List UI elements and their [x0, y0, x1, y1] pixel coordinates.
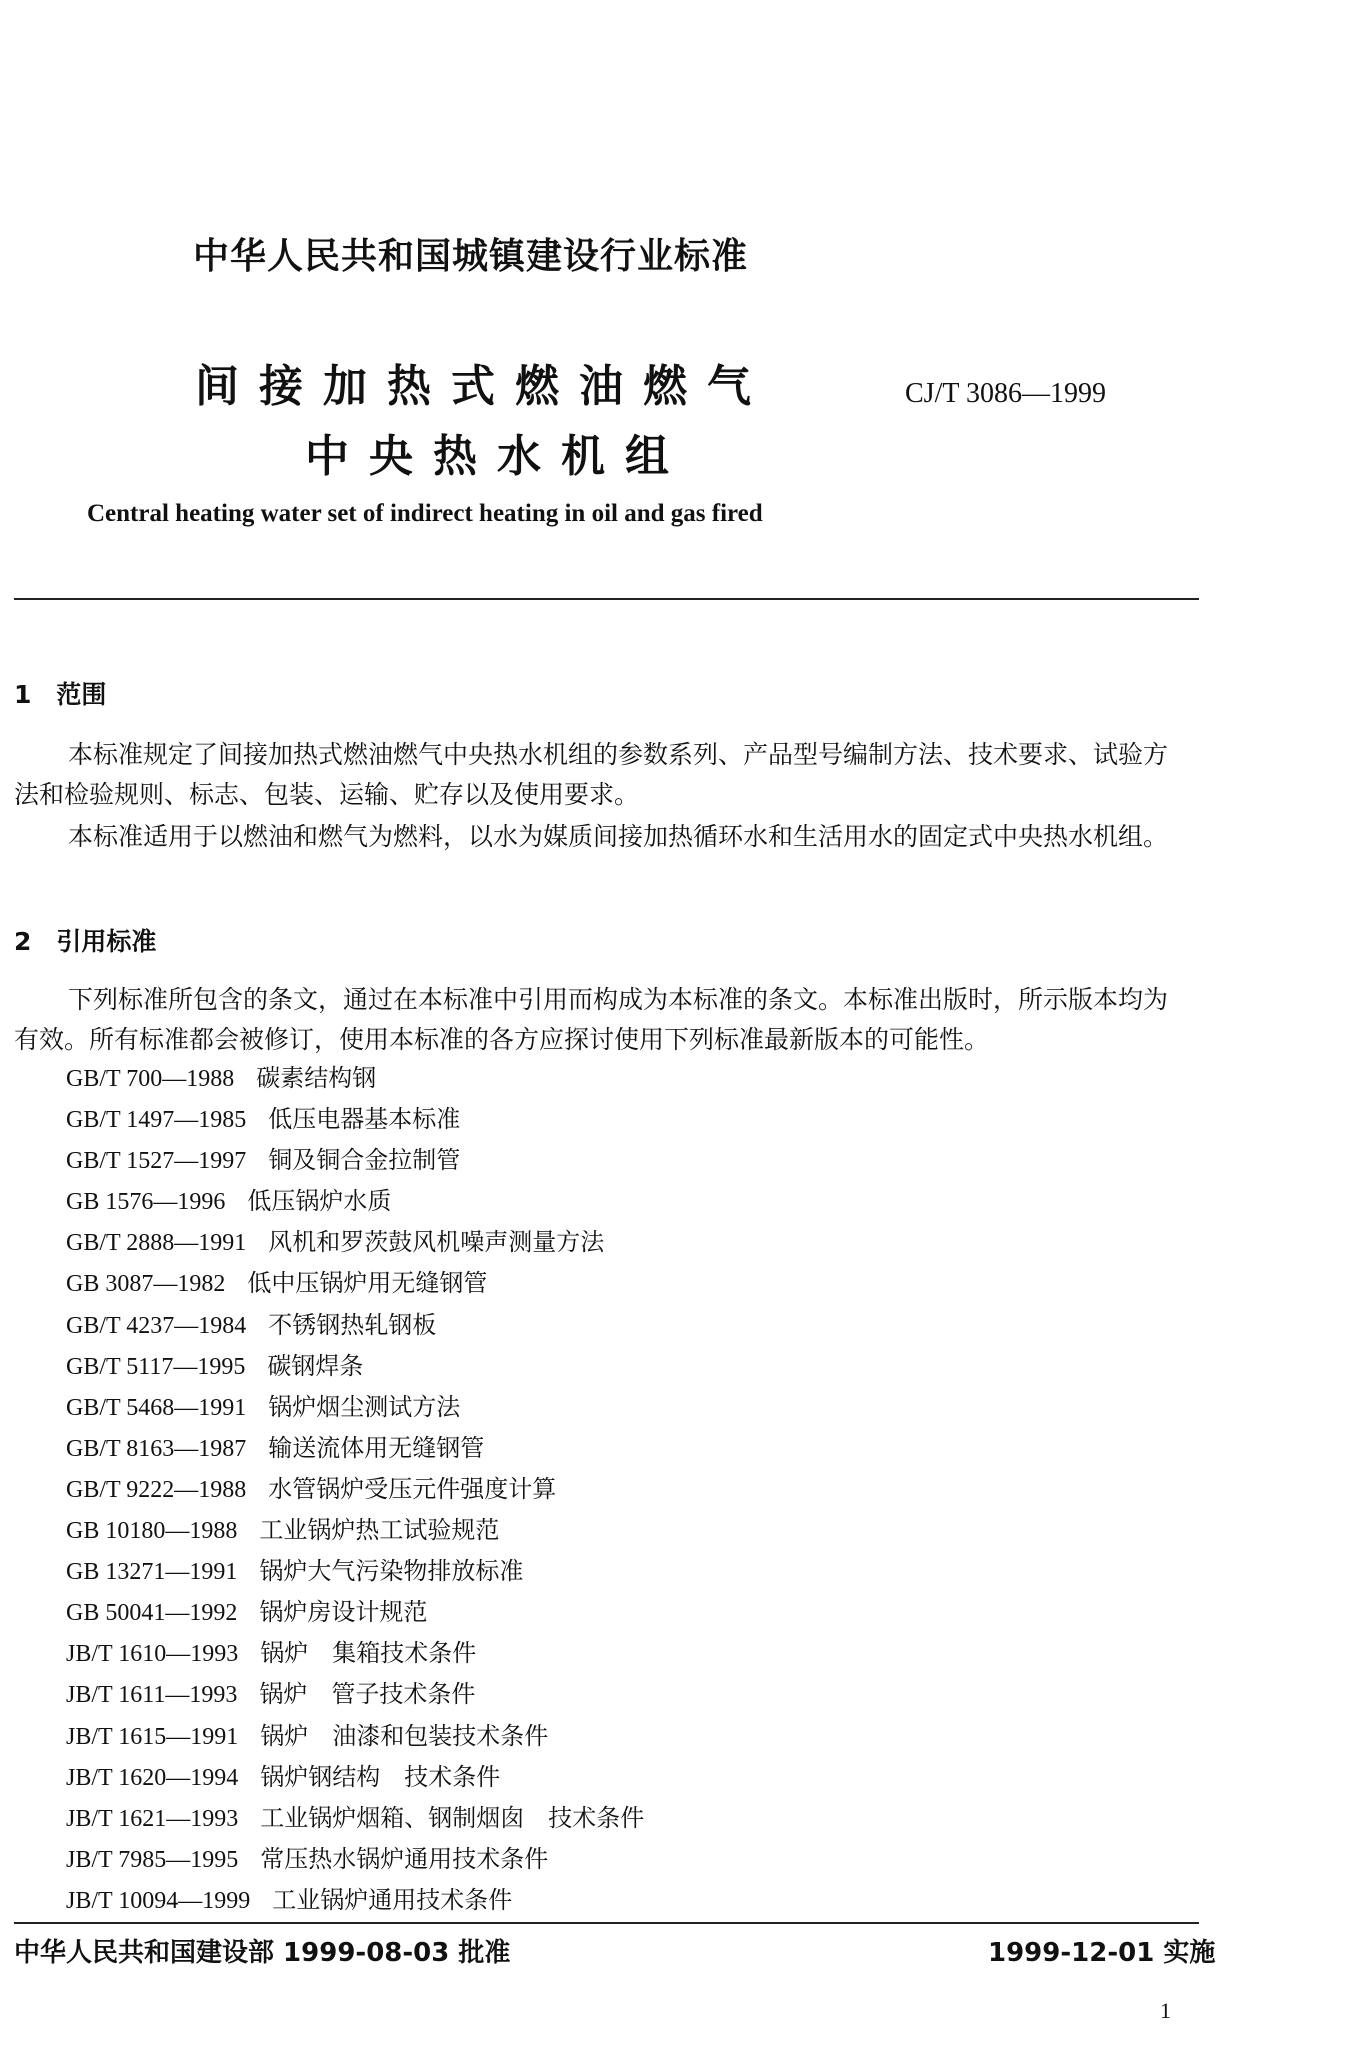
section-1-paragraph-2 [14, 817, 1174, 857]
reference-item: JB/T 1615—1991 锅炉 油漆和包装技术条件 [66, 1721, 549, 1750]
referenced-standards-list [66, 1058, 644, 1921]
page-number: 1 [1160, 1998, 1171, 2023]
section-2-heading: 2 引用标准 [14, 927, 157, 956]
reference-item: JB/T 1620—1994 锅炉钢结构 技术条件 [66, 1762, 501, 1791]
reference-item: GB/T 1497—1985 低压电器基本标准 [66, 1105, 461, 1134]
reference-item: JB/T 1610—1993 锅炉 集箱技术条件 [66, 1639, 477, 1668]
section-2-paragraph-1 [14, 980, 1174, 1060]
approval-line: 中华人民共和国建设部 1999-08-03 批准 [14, 1938, 511, 1968]
reference-item: GB 3087—1982 低中压锅炉用无缝钢管 [66, 1269, 488, 1298]
reference-item: GB/T 5117—1995 碳钢焊条 [66, 1351, 364, 1380]
reference-item: JB/T 1611—1993 锅炉 管子技术条件 [66, 1680, 476, 1709]
english-title: Central heating water set of indirect heating in oil and gas fired [87, 500, 763, 527]
reference-item: GB/T 9222—1988 水管锅炉受压元件强度计算 [66, 1474, 557, 1503]
issuing-authority-title: 中华人民共和国城镇建设行业标准 [193, 236, 749, 277]
section-1-paragraph-1-text: 本标准规定了间接加热式燃油燃气中央热水机组的参数系列、产品型号编制方法、技术要求、试验方法和检验规则、标志、包装、运输、贮存以及使用要求。 [14, 740, 1169, 809]
reference-item: JB/T 10094—1999 工业锅炉通用技术条件 [66, 1885, 513, 1914]
section-1-paragraph-2-text: 本标准适用于以燃油和燃气为燃料，以水为媒质间接加热循环水和生活用水的固定式中央热水机组。 [68, 822, 1169, 851]
reference-item: GB/T 4237—1984 不锈钢热轧钢板 [66, 1310, 437, 1339]
implementation-line: 1999-12-01 实施 [988, 1938, 1216, 1968]
reference-item: GB/T 700—1988 碳素结构钢 [66, 1064, 377, 1092]
reference-item: GB 10180—1988 工业锅炉热工试验规范 [66, 1516, 500, 1545]
section-1-paragraph-1 [14, 735, 1174, 815]
section-1-heading: 1 范围 [14, 680, 107, 709]
standard-title-line1: 间接加热式燃油燃气 [195, 361, 771, 412]
reference-item: JB/T 7985—1995 常压热水锅炉通用技术条件 [66, 1844, 549, 1873]
reference-item: GB/T 5468—1991 锅炉烟尘测试方法 [66, 1392, 461, 1421]
reference-item: GB/T 8163—1987 输送流体用无缝钢管 [66, 1433, 485, 1462]
header-divider [14, 598, 1199, 600]
standard-title-line2: 中央热水机组 [305, 431, 689, 482]
reference-item: GB 1576—1996 低压锅炉水质 [66, 1187, 392, 1216]
section-2-paragraph-1-text: 下列标准所包含的条文，通过在本标准中引用而构成为本标准的条文。本标准出版时，所示版本均为有效。所有标准都会被修订，使用本标准的各方应探讨使用下列标准最新版本的可能性。 [14, 985, 1169, 1054]
standard-code: CJ/T 3086—1999 [905, 378, 1106, 409]
reference-item: GB/T 1527—1997 铜及铜合金拉制管 [66, 1146, 461, 1175]
reference-item: GB 50041—1992 锅炉房设计规范 [66, 1598, 428, 1627]
reference-item: JB/T 1621—1993 工业锅炉烟箱、钢制烟囱 技术条件 [66, 1803, 645, 1832]
footer-divider [14, 1922, 1199, 1924]
reference-item: GB 13271—1991 锅炉大气污染物排放标准 [66, 1557, 524, 1586]
reference-item: GB/T 2888—1991 风机和罗茨鼓风机噪声测量方法 [66, 1228, 605, 1257]
